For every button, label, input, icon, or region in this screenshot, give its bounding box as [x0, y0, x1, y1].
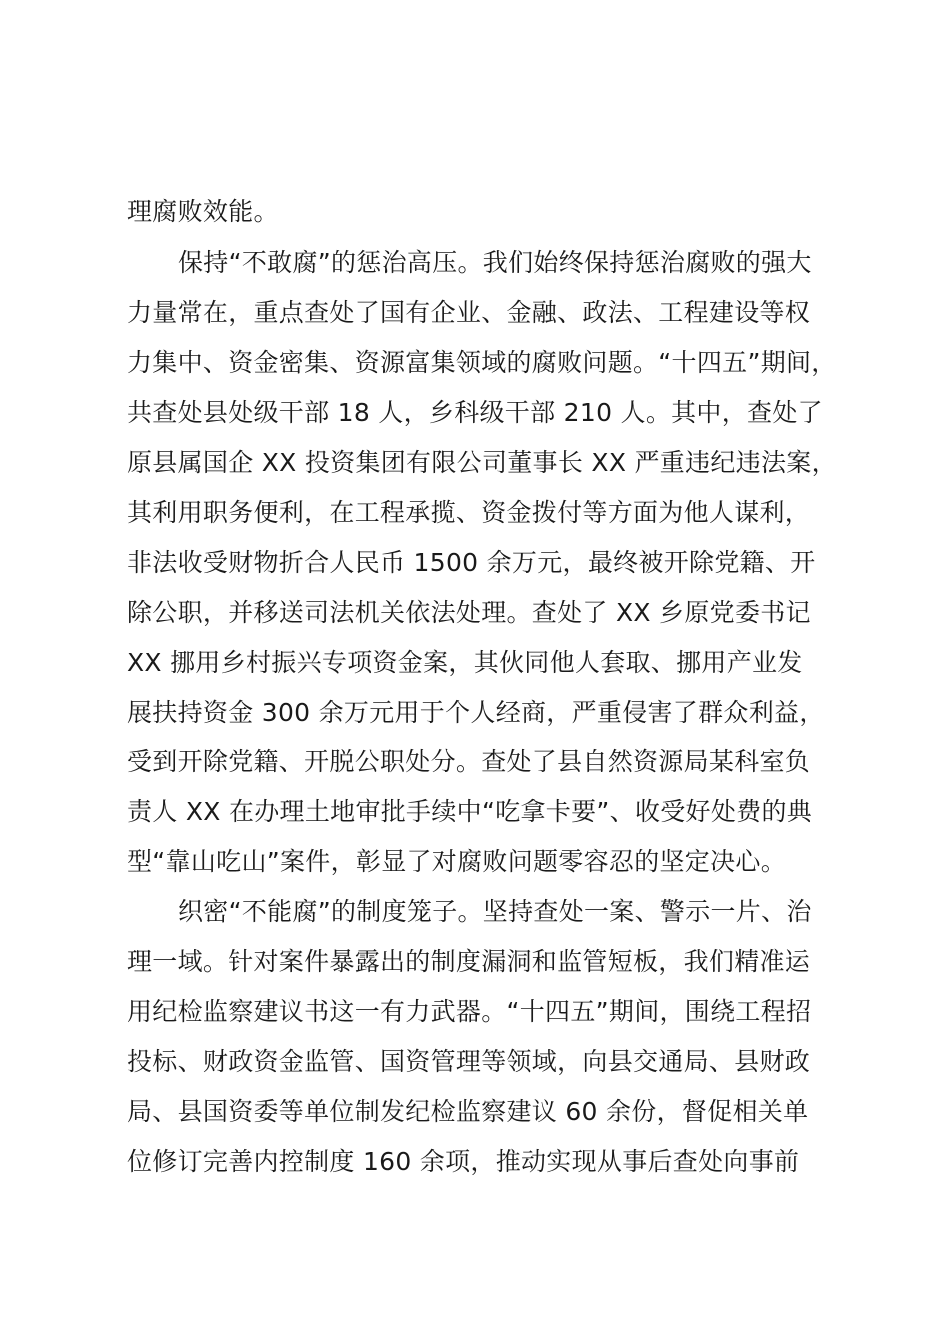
text-line: 共查处县处级干部 18 人，乡科级干部 210 人。其中，查处了	[127, 398, 823, 427]
text-line: 位修订完善内控制度 160 余项，推动实现从事后查处向事前	[127, 1147, 800, 1176]
text-line: 力集中、资金密集、资源富集领域的腐败问题。“十四五”期间，	[127, 348, 837, 377]
text-line: 用纪检监察建议书这一有力武器。“十四五”期间，围绕工程招	[127, 997, 812, 1026]
text-line: 理一域。针对案件暴露出的制度漏洞和监管短板，我们精准运	[127, 947, 811, 976]
text-line: 展扶持资金 300 余万元用于个人经商，严重侵害了群众利益，	[127, 698, 825, 727]
text-line: 局、县国资委等单位制发纪检监察建议 60 余份，督促相关单	[127, 1097, 809, 1126]
text-line: 责人 XX 在办理土地审批手续中“吃拿卡要”、收受好处费的典	[127, 797, 813, 826]
text-line: 力量常在，重点查处了国有企业、金融、政法、工程建设等权	[127, 298, 811, 327]
text-line: 除公职，并移送司法机关依法处理。查处了 XX 乡原党委书记	[127, 598, 811, 627]
text-line: 保持“不敢腐”的惩治高压。我们始终保持惩治腐败的强大	[178, 248, 812, 277]
text-line: XX 挪用乡村振兴专项资金案，其伙同他人套取、挪用产业发	[127, 648, 803, 677]
text-line: 受到开除党籍、开脱公职处分。查处了县自然资源局某科室负	[127, 747, 811, 776]
text-line: 理腐败效能。	[127, 197, 279, 226]
text-line: 非法收受财物折合人民币 1500 余万元，最终被开除党籍、开	[127, 548, 816, 577]
text-line: 型“靠山吃山”案件，彰显了对腐败问题零容忍的坚定决心。	[127, 847, 787, 876]
text-line: 原县属国企 XX 投资集团有限公司董事长 XX 严重违纪违法案，	[127, 448, 837, 477]
text-line: 投标、财政资金监管、国资管理等领域，向县交通局、县财政	[127, 1047, 811, 1076]
text-line: 其利用职务便利，在工程承揽、资金拨付等方面为他人谋利，	[127, 498, 811, 527]
text-line: 织密“不能腐”的制度笼子。坚持查处一案、警示一片、治	[178, 897, 812, 926]
